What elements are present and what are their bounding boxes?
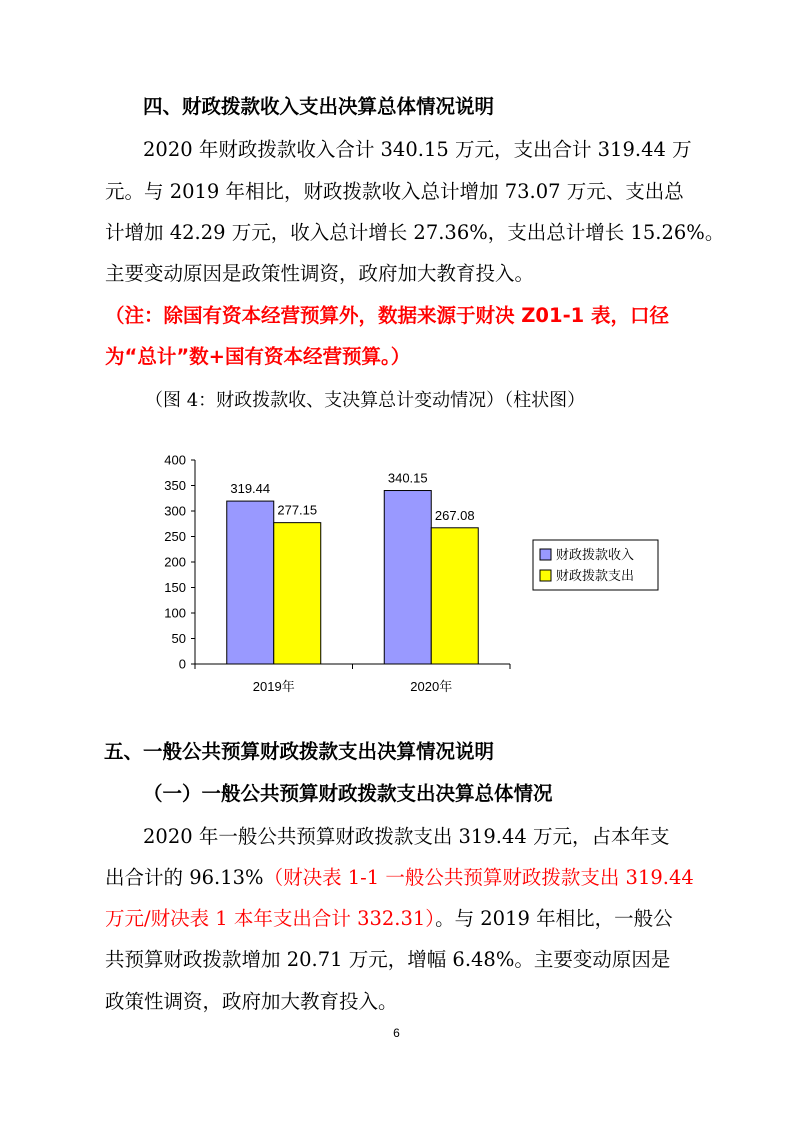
bar [227, 501, 274, 664]
section5-line-3-red: 万元/财决表 1 本年支出合计 332.31） [105, 907, 436, 930]
y-tick-label: 100 [164, 605, 186, 621]
legend-swatch [540, 570, 551, 581]
y-tick-label: 300 [164, 503, 186, 519]
y-tick-label: 0 [178, 656, 186, 672]
y-tick-label: 200 [164, 554, 186, 570]
section5-line-3-black: 。与 2019 年相比，一般公 [435, 907, 673, 930]
section4-para-line-4: 主要变动原因是政策性调资，政府加大教育投入。 [105, 262, 535, 285]
x-tick-label: 2019年 [252, 679, 295, 694]
section4-note-line-2: 为“总计”数+国有资本经营预算。） [105, 345, 411, 368]
section5-line-2-black: 出合计的 96.13% [105, 866, 264, 889]
section5-heading: 五、一般公共预算财政拨款支出决算情况说明 [104, 740, 495, 763]
section5-line-5: 政策性调资，政府加大教育投入。 [105, 990, 398, 1013]
section5-line-2-red: （财决表 1-1 一般公共预算财政拨款支出 319.44 [263, 866, 694, 889]
y-tick-label: 400 [164, 452, 186, 468]
section5-line-2 [105, 866, 694, 890]
bar [274, 523, 321, 664]
bar [431, 528, 478, 664]
legend-swatch [540, 549, 551, 560]
data-label: 319.44 [230, 481, 271, 497]
section5-line-3 [105, 907, 673, 931]
bar-chart [150, 448, 670, 708]
section4-heading: 四、财政拨款收入支出决算总体情况说明 [143, 95, 495, 118]
section4-para-line-3: 计增加 42.29 万元，收入总计增长 27.36%，支出总计增长 15.26%。 [105, 221, 725, 244]
section5-line-4: 共预算财政拨款增加 20.71 万元，增幅 6.48%。主要变动原因是 [105, 948, 671, 971]
data-label: 267.08 [434, 507, 475, 523]
data-label: 340.15 [387, 470, 428, 486]
legend-label: 财政拨款收入 [556, 548, 635, 563]
figure-caption: （图 4：财政拨款收、支决算总计变动情况）（柱状图） [145, 390, 586, 411]
legend-label: 财政拨款支出 [556, 569, 635, 584]
section5-line-1: 2020 年一般公共预算财政拨款支出 319.44 万元，占本年支 [143, 825, 670, 848]
data-label: 277.15 [277, 502, 318, 518]
page-number: 6 [393, 1026, 400, 1040]
bar [384, 491, 431, 664]
section4-para-line-1: 2020 年财政拨款收入合计 340.15 万元，支出合计 319.44 万 [143, 138, 692, 161]
y-tick-label: 350 [164, 478, 186, 493]
y-tick-label: 50 [171, 631, 186, 646]
y-tick-label: 150 [164, 580, 186, 595]
x-tick-label: 2020年 [410, 679, 453, 694]
chart-legend [533, 540, 658, 590]
section4-note-line-1: （注：除国有资本经营预算外，数据来源于财决 Z01-1 表，口径 [105, 304, 670, 327]
y-tick-label: 250 [164, 529, 186, 544]
section5-subheading: （一）一般公共预算财政拨款支出决算总体情况 [143, 782, 553, 805]
section4-para-line-2: 元。与 2019 年相比，财政拨款收入总计增加 73.07 万元、支出总 [105, 180, 684, 203]
